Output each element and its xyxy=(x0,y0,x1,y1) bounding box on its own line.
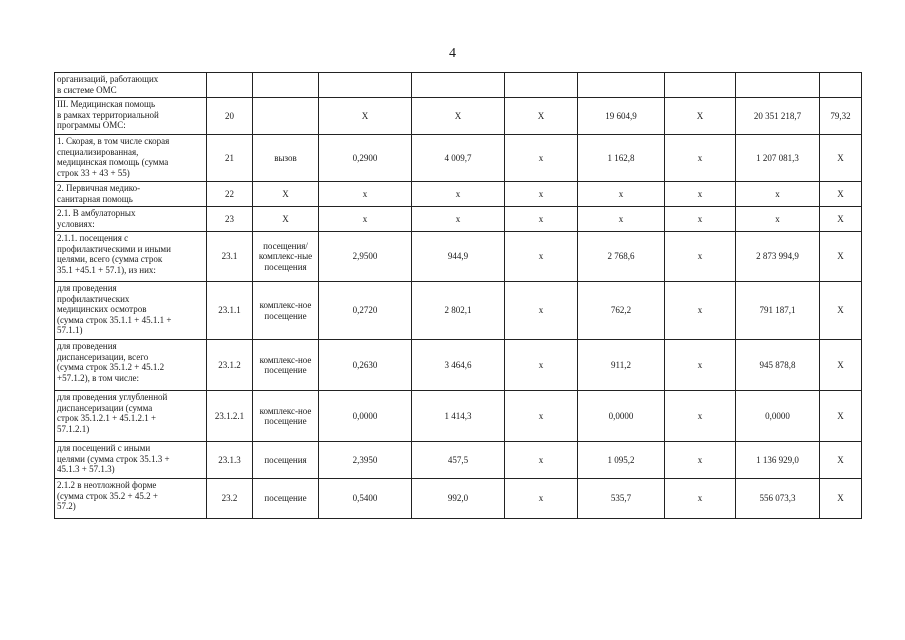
row-code-cell: 23 xyxy=(207,207,253,232)
oms-per-capita-cell: 911,2 xyxy=(578,340,665,391)
volume-norm-cell: 0,5400 xyxy=(319,479,412,519)
row-name-line: строк 33 + 43 + 55) xyxy=(57,167,130,178)
row-name-line: III. Медицинская помощь xyxy=(57,99,156,109)
row-name-line: 57.1.1) xyxy=(57,325,83,335)
budget-total-cell xyxy=(665,73,736,98)
table-row xyxy=(55,442,862,479)
share-cell xyxy=(820,73,862,98)
table-row xyxy=(55,282,862,340)
row-name-line: (сумма строк 35.2 + 45.2 + xyxy=(57,490,158,501)
budget-per-capita-cell: х xyxy=(505,391,578,442)
row-name-line: программы ОМС: xyxy=(57,120,126,130)
row-name-line: организаций, работающих xyxy=(57,74,159,84)
oms-total-cell: 1 207 081,3 xyxy=(736,135,820,182)
unit-cell: посещения/ комплекс-ные посещения xyxy=(253,232,319,282)
row-name-cell xyxy=(55,442,207,479)
table-row xyxy=(55,479,862,519)
row-name-line: в рамках территориальной xyxy=(57,109,159,120)
row-code-cell: 23.2 xyxy=(207,479,253,519)
table-row xyxy=(55,98,862,135)
budget-per-capita-cell xyxy=(505,73,578,98)
budget-per-capita-cell: х xyxy=(505,232,578,282)
budget-per-capita-cell: х xyxy=(505,282,578,340)
row-name-line: профилактическими и иными xyxy=(57,243,171,254)
share-cell: Х xyxy=(820,340,862,391)
unit-cost-cell: 3 464,6 xyxy=(412,340,505,391)
share-cell: 79,32 xyxy=(820,98,862,135)
budget-per-capita-cell: х xyxy=(505,442,578,479)
row-name-line: условиях: xyxy=(57,218,95,229)
row-code-cell: 20 xyxy=(207,98,253,135)
table-row xyxy=(55,73,862,98)
row-name-cell xyxy=(55,98,207,135)
oms-total-cell: 20 351 218,7 xyxy=(736,98,820,135)
row-name-line: 45.1.3 + 57.1.3) xyxy=(57,464,115,474)
row-name-line: для проведения xyxy=(57,341,117,351)
budget-per-capita-cell: х xyxy=(505,182,578,207)
unit-cell xyxy=(253,98,319,135)
row-name-line: целями (сумма строк 35.1.3 + xyxy=(57,453,170,464)
oms-per-capita-cell: 0,0000 xyxy=(578,391,665,442)
unit-cost-cell: 992,0 xyxy=(412,479,505,519)
oms-per-capita-cell: х xyxy=(578,182,665,207)
table-row xyxy=(55,135,862,182)
row-name-line: +57.1.2), в том числе: xyxy=(57,372,139,383)
oms-total-cell: 791 187,1 xyxy=(736,282,820,340)
row-name-line: 2.1.1. посещения с xyxy=(57,233,129,243)
table-row xyxy=(55,232,862,282)
unit-cell: комплекс-ное посещение xyxy=(253,340,319,391)
row-name-line: строк 35.1.2.1 + 45.1.2.1 + xyxy=(57,413,157,423)
row-name-line: 57.1.2.1) xyxy=(57,423,90,434)
row-code-cell: 23.1 xyxy=(207,232,253,282)
row-name-cell xyxy=(55,73,207,98)
volume-norm-cell: х xyxy=(319,207,412,232)
row-name-line: 57.2) xyxy=(57,501,76,511)
unit-cost-cell: X xyxy=(412,98,505,135)
volume-norm-cell: 2,3950 xyxy=(319,442,412,479)
row-name-cell xyxy=(55,340,207,391)
oms-total-cell: 0,0000 xyxy=(736,391,820,442)
unit-cost-cell: 944,9 xyxy=(412,232,505,282)
share-cell: Х xyxy=(820,282,862,340)
oms-per-capita-cell: 2 768,6 xyxy=(578,232,665,282)
oms-total-cell: 945 878,8 xyxy=(736,340,820,391)
row-name-line: для проведения xyxy=(57,283,117,293)
share-cell: Х xyxy=(820,391,862,442)
budget-total-cell: х xyxy=(665,442,736,479)
row-name-line: (сумма строк 35.1.1 + 45.1.1 + xyxy=(57,314,172,325)
budget-per-capita-cell: х xyxy=(505,207,578,232)
row-name-cell xyxy=(55,232,207,282)
row-code-cell xyxy=(207,73,253,98)
row-name-line: 35.1 +45.1 + 57.1), из них: xyxy=(57,264,156,275)
row-name-line: для проведения углубленной xyxy=(57,392,168,402)
row-name-line: для посещений с иными xyxy=(57,443,151,453)
budget-per-capita-cell: х xyxy=(505,479,578,519)
unit-cost-cell: 2 802,1 xyxy=(412,282,505,340)
unit-cell: Х xyxy=(253,207,319,232)
share-cell: Х xyxy=(820,442,862,479)
budget-total-cell: х xyxy=(665,207,736,232)
program-cost-table xyxy=(54,72,862,519)
page-number: 4 xyxy=(449,46,456,61)
row-name-line: 2.1. В амбулаторных xyxy=(57,208,136,218)
unit-cost-cell xyxy=(412,73,505,98)
unit-cost-cell: х xyxy=(412,207,505,232)
oms-total-cell: 2 873 994,9 xyxy=(736,232,820,282)
volume-norm-cell xyxy=(319,73,412,98)
budget-total-cell: х xyxy=(665,282,736,340)
row-code-cell: 21 xyxy=(207,135,253,182)
unit-cell: посещения xyxy=(253,442,319,479)
row-name-cell xyxy=(55,479,207,519)
row-name-line: диспансеризации, всего xyxy=(57,351,149,362)
volume-norm-cell: х xyxy=(319,182,412,207)
row-name-cell xyxy=(55,391,207,442)
volume-norm-cell: 0,0000 xyxy=(319,391,412,442)
share-cell: Х xyxy=(820,135,862,182)
volume-norm-cell: 0,2900 xyxy=(319,135,412,182)
unit-cost-cell: 457,5 xyxy=(412,442,505,479)
table-body xyxy=(55,73,862,519)
unit-cell xyxy=(253,73,319,98)
row-code-cell: 23.1.3 xyxy=(207,442,253,479)
row-name-line: санитарная помощь xyxy=(57,193,133,204)
unit-cell: комплекс-ное посещение xyxy=(253,391,319,442)
budget-per-capita-cell: X xyxy=(505,98,578,135)
row-name-line: 2.1.2 в неотложной форме xyxy=(57,480,157,490)
share-cell: Х xyxy=(820,182,862,207)
oms-per-capita-cell: 19 604,9 xyxy=(578,98,665,135)
row-code-cell: 23.1.1 xyxy=(207,282,253,340)
share-cell: Х xyxy=(820,232,862,282)
oms-total-cell xyxy=(736,73,820,98)
row-name-line: диспансеризации (сумма xyxy=(57,402,153,413)
share-cell: Х xyxy=(820,207,862,232)
row-name-line: (сумма строк 35.1.2 + 45.1.2 xyxy=(57,362,165,372)
budget-total-cell: х xyxy=(665,479,736,519)
unit-cost-cell: 4 009,7 xyxy=(412,135,505,182)
unit-cell: посещение xyxy=(253,479,319,519)
row-name-cell xyxy=(55,207,207,232)
unit-cost-cell: х xyxy=(412,182,505,207)
row-name-line: 2. Первичная медико- xyxy=(57,183,141,193)
budget-total-cell: х xyxy=(665,340,736,391)
volume-norm-cell: 0,2630 xyxy=(319,340,412,391)
row-code-cell: 23.1.2 xyxy=(207,340,253,391)
row-name-line: 1. Скорая, в том числе скорая xyxy=(57,136,170,146)
volume-norm-cell: 2,9500 xyxy=(319,232,412,282)
budget-total-cell: х xyxy=(665,232,736,282)
oms-total-cell: 1 136 929,0 xyxy=(736,442,820,479)
oms-total-cell: 556 073,3 xyxy=(736,479,820,519)
oms-total-cell: х xyxy=(736,182,820,207)
table-row xyxy=(55,391,862,442)
row-code-cell: 22 xyxy=(207,182,253,207)
oms-per-capita-cell: 535,7 xyxy=(578,479,665,519)
table-row xyxy=(55,340,862,391)
oms-per-capita-cell: 1 162,8 xyxy=(578,135,665,182)
row-name-line: медицинская помощь (сумма xyxy=(57,157,169,167)
oms-per-capita-cell xyxy=(578,73,665,98)
budget-total-cell: X xyxy=(665,98,736,135)
budget-per-capita-cell: х xyxy=(505,340,578,391)
volume-norm-cell: X xyxy=(319,98,412,135)
oms-per-capita-cell: х xyxy=(578,207,665,232)
unit-cost-cell: 1 414,3 xyxy=(412,391,505,442)
unit-cell: комплекс-ное посещение xyxy=(253,282,319,340)
table-row xyxy=(55,182,862,207)
volume-norm-cell: 0,2720 xyxy=(319,282,412,340)
row-name-cell xyxy=(55,135,207,182)
budget-total-cell: х xyxy=(665,135,736,182)
row-name-cell xyxy=(55,282,207,340)
row-code-cell: 23.1.2.1 xyxy=(207,391,253,442)
row-name-line: целями, всего (сумма строк xyxy=(57,254,163,264)
oms-total-cell: х xyxy=(736,207,820,232)
unit-cell: Х xyxy=(253,182,319,207)
unit-cell: вызов xyxy=(253,135,319,182)
oms-per-capita-cell: 762,2 xyxy=(578,282,665,340)
share-cell: Х xyxy=(820,479,862,519)
row-name-cell xyxy=(55,182,207,207)
row-name-line: специализированная, xyxy=(57,146,139,157)
budget-per-capita-cell: х xyxy=(505,135,578,182)
row-name-line: в системе ОМС xyxy=(57,84,117,95)
budget-total-cell: х xyxy=(665,391,736,442)
row-name-line: профилактических xyxy=(57,293,130,304)
row-name-line: медицинских осмотров xyxy=(57,304,147,314)
budget-total-cell: х xyxy=(665,182,736,207)
oms-per-capita-cell: 1 095,2 xyxy=(578,442,665,479)
table-row xyxy=(55,207,862,232)
